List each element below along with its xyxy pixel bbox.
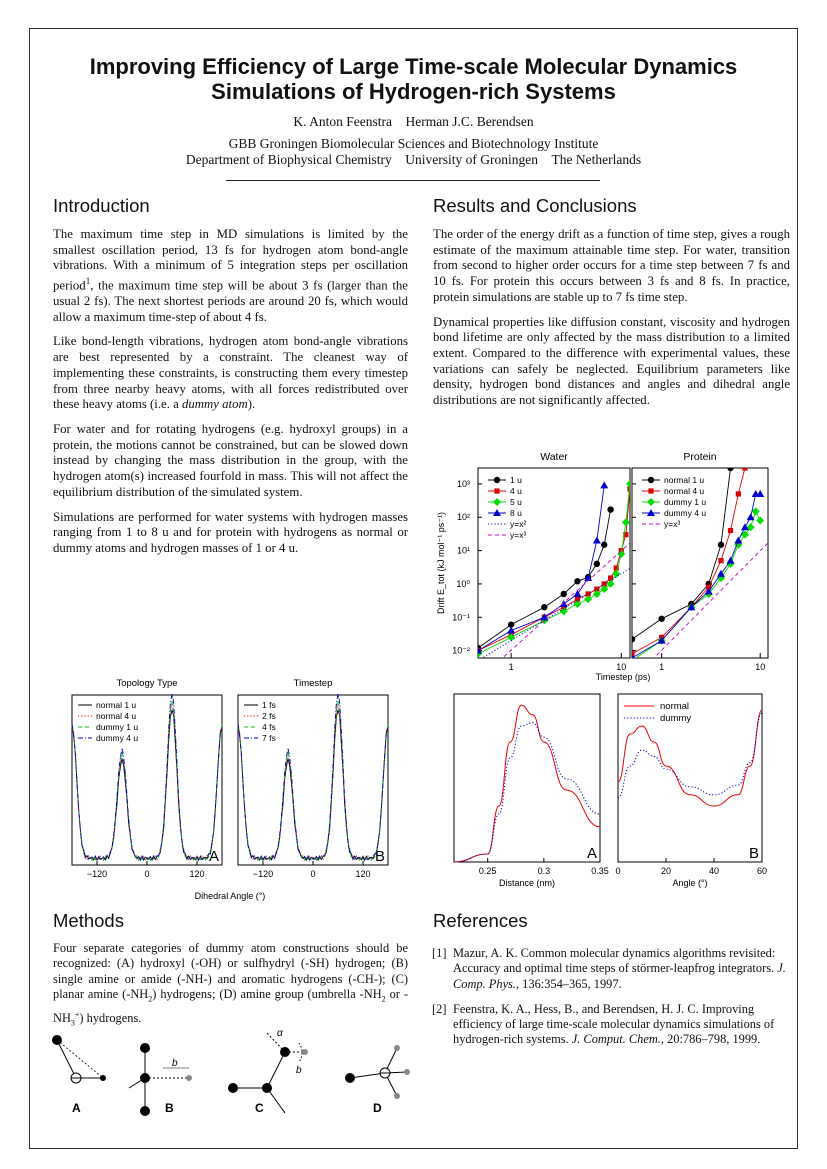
drift-panel-protein — [628, 451, 768, 680]
data-point — [648, 477, 654, 483]
intro-text — [53, 227, 408, 566]
references-heading: References — [433, 910, 528, 931]
results-text — [433, 227, 790, 418]
data-point — [493, 498, 501, 506]
x-tick-label: 40 — [708, 866, 720, 876]
x-tick-label: 0.25 — [478, 866, 497, 876]
diagram-label-d: D — [373, 1101, 382, 1115]
data-point — [742, 465, 747, 470]
dihedral-chart — [50, 673, 400, 905]
legend-label: normal 1 u — [96, 700, 137, 710]
data-point — [601, 542, 607, 548]
x-axis-label: Timestep (ps) — [595, 672, 651, 682]
reference-item: [1] Mazur, A. K. Common molecular dynamics algorithms revisited: Accuracy and optimal time steps of störmer-leapfrog integrators. J. Comp. Phys., 136:354–365, 1997. — [432, 946, 786, 991]
title-line-1: Improving Efficiency of Large Time-scale Molecular Dynamics — [89, 54, 738, 79]
y-tick-label: 10⁻² — [452, 645, 470, 656]
affiliation-univ: University of Groningen — [405, 152, 538, 167]
legend-label: y=x³ — [510, 530, 527, 540]
author-2: Herman J.C. Berendsen — [405, 114, 534, 129]
legend-label: dummy 1 u — [96, 722, 139, 732]
legend — [244, 700, 276, 743]
legend-label: normal 4 u — [96, 711, 137, 721]
legend-label: dummy 1 u — [664, 497, 707, 507]
plot-frame — [72, 695, 222, 865]
y-tick-label: 10¹ — [456, 545, 470, 556]
results-paragraph-2: Dynamical properties like diffusion constant, viscosity and hydrogen bond lifetime are only affected by the mass distribution to a limited extent. Compared to the difference with experimental values, these variations can safely be neglected. Equilibrium parameters like density, hydrogen bond distances and angles and dihedral angle distributions are not significantly affected. — [433, 314, 790, 408]
data-point — [594, 561, 600, 567]
references-list — [432, 946, 794, 1058]
intro-paragraph-1: The maximum time step in MD simulations is limited by the smallest oscillation period, 13 fs for hydrogen atom bond-angle vibrations. With a minimum of 5 integration steps per oscillation period$^1$, the maximum time step will be about 3 fs (larger than the usual 2 fs). The next shortest periods are around 20 fs, which would allow a maximum time-step of about 4 fs. — [53, 227, 408, 324]
affiliation-country: The Netherlands — [551, 152, 642, 167]
data-point — [648, 488, 653, 493]
y-axis-label: Drift E_tot (kJ mol⁻¹ ps⁻¹) — [436, 511, 446, 615]
diagram-c-distance-label: b — [296, 1065, 302, 1076]
affiliation-institute: GBB Groningen Biomolecular Sciences and Biotechnology Institute — [228, 136, 599, 151]
series-line — [632, 543, 768, 680]
legend-label: dummy 4 u — [664, 508, 707, 518]
data-point — [507, 627, 515, 634]
y-tick-label: 10³ — [456, 478, 470, 489]
diagram-d — [345, 1045, 410, 1115]
plot-frame — [478, 468, 630, 658]
series-line — [618, 713, 762, 798]
series-line — [632, 511, 760, 660]
x-tick-label: −120 — [86, 869, 108, 879]
series-line — [72, 710, 222, 860]
x-axis-label: Dihedral Angle (°) — [194, 891, 266, 901]
methods-paragraph: Four separate categories of dummy atom constructions should be recognized: (A) hydroxyl (-OH) or sulfhydryl (-SH) hydrogen; (B) single amine or amide (-NH-) and aromatic hydrogens (-CH-); (C) planar amine $(-NH_2)$ hydrogens; (D) amine group (umbrella $-NH_2$ or $-NH_3^+$) hydrogens. — [53, 941, 408, 1028]
legend-label: normal 1 u — [664, 475, 705, 485]
data-point — [736, 491, 741, 496]
series-line — [72, 696, 222, 860]
data-point — [718, 558, 723, 563]
y-tick-label: 10⁻¹ — [452, 612, 470, 623]
data-point — [607, 506, 613, 512]
x-tick-label: 0 — [615, 866, 621, 876]
legend-label: dummy 4 u — [96, 733, 139, 743]
series-line — [238, 696, 388, 860]
methods-text — [53, 941, 408, 1040]
x-tick-label: 20 — [660, 866, 672, 876]
chart-title: Protein — [683, 451, 717, 463]
drift-panel-water — [474, 451, 634, 680]
data-point — [741, 531, 749, 539]
legend-label: dummy — [660, 713, 692, 724]
legend — [488, 475, 526, 540]
panel-label: B — [374, 848, 385, 865]
data-point — [658, 616, 664, 622]
series-line — [238, 694, 388, 860]
author-1: K. Anton Feenstra — [293, 114, 392, 129]
diagram-c-angle-label: α — [277, 1028, 283, 1039]
diagram-label-a: A — [72, 1101, 81, 1115]
distribution-panel-a — [454, 694, 609, 888]
plot-frame — [454, 694, 600, 862]
panel-label: A — [208, 848, 219, 865]
diagram-c — [228, 1028, 308, 1115]
distribution-chart — [440, 690, 790, 895]
series-line — [72, 705, 222, 861]
intro-heading: Introduction — [53, 195, 150, 216]
data-point — [612, 570, 620, 578]
series-line — [238, 705, 388, 861]
x-tick-label: 0.35 — [591, 866, 609, 876]
data-point — [622, 518, 630, 526]
x-tick-label: 120 — [189, 869, 205, 879]
legend — [624, 701, 691, 724]
plot-frame — [238, 695, 388, 865]
series-group — [474, 480, 634, 680]
series-line — [618, 710, 762, 806]
data-point — [574, 578, 580, 584]
diagram-b-distance-label: b — [172, 1058, 178, 1069]
data-point — [494, 477, 500, 483]
data-point — [560, 600, 568, 607]
x-tick-label: 0.3 — [537, 866, 551, 876]
x-tick-label: 120 — [355, 869, 371, 879]
x-tick-label: 60 — [756, 866, 768, 876]
x-tick-label: 0 — [144, 869, 150, 879]
dihedral-panel-a — [72, 678, 222, 879]
series-line — [72, 694, 222, 860]
legend-label: 1 u — [510, 475, 522, 485]
legend-label: 4 u — [510, 486, 522, 496]
x-tick-label: −120 — [252, 869, 274, 879]
legend-label: 2 fs — [262, 711, 276, 721]
distribution-panel-b — [615, 694, 767, 888]
title-rule — [226, 180, 600, 181]
legend-label: 8 u — [510, 508, 522, 518]
drift-chart — [430, 446, 790, 686]
paper-title — [40, 54, 787, 104]
data-point — [541, 604, 547, 610]
data-point — [718, 542, 724, 548]
x-tick-label: 1 — [508, 662, 514, 672]
dummy-atom-diagrams — [45, 1028, 415, 1123]
affiliation — [40, 136, 787, 168]
data-point — [494, 488, 499, 493]
reference-item: [2] Feenstra, K. A., Hess, B., and Berendsen, H. J. C. Improving efficiency of large time-scale molecular dynamics simulations of hydrogen-rich systems. J. Comput. Chem., 20:786–798, 1999. — [432, 1001, 775, 1047]
intro-paragraph-2: Like bond-length vibrations, hydrogen atom bond-angle vibrations are best represented by a constraint. The cleanest way of implementing these constraints, is constructing them every timestep from three nearby heavy atoms, with all forces redistributed over these heavy atoms (i.e. a dummy atom). — [53, 334, 408, 412]
legend-label: y=x² — [510, 519, 527, 529]
legend-label: 5 u — [510, 497, 522, 507]
legend — [642, 475, 706, 529]
intro-paragraph-4: Simulations are performed for water systems with hydrogen masses ranging from 1 to 8 u and for protein with hydrogens as normal or dummy atoms and hydrogen masses of 1 or 4 u. — [53, 509, 408, 555]
legend-label: 1 fs — [262, 700, 276, 710]
results-heading: Results and Conclusions — [433, 195, 637, 216]
series-line — [454, 705, 600, 862]
affiliation-dept: Department of Biophysical Chemistry — [185, 152, 392, 167]
legend-label: y=x³ — [664, 519, 681, 529]
data-point — [560, 591, 566, 597]
diagram-label-b: B — [165, 1101, 174, 1115]
data-point — [584, 595, 592, 603]
authors — [40, 114, 787, 130]
y-tick-label: 10² — [456, 512, 470, 523]
x-tick-label: 10 — [616, 662, 627, 672]
series-line — [478, 569, 630, 661]
chart-title: Topology Type — [116, 678, 178, 689]
results-paragraph-1: The order of the energy drift as a function of time step, gives a rough estimate of the maximum attainable time step. For water, transition from second to higher order occurs for a time step between 7 fs and 10 fs. For protein this occurs between 3 fs and 8 fs. In practice, protein simulations are stable up to 7 fs time step. — [433, 227, 790, 304]
legend-label: normal — [660, 701, 690, 712]
legend-label: normal 4 u — [664, 486, 705, 496]
legend-label: 7 fs — [262, 733, 276, 743]
series-line — [238, 710, 388, 860]
x-tick-label: 10 — [755, 662, 766, 672]
data-point — [593, 537, 601, 544]
x-tick-label: 0 — [310, 869, 316, 879]
x-axis-label: Angle (°) — [672, 878, 708, 888]
chart-title: Water — [540, 451, 568, 463]
series-line — [632, 494, 760, 658]
series-line — [454, 723, 600, 862]
panel-label: B — [748, 845, 759, 862]
intro-paragraph-3: For water and for rotating hydrogens (e.g. hydroxyl groups) in a protein, the motions cannot be constrained, but can be slowed down instead by changing the mass distribution in the group, with the hydrogen atom(s) increased fourfold in mass. This will not affect the equilibrium distribution of the simulated system. — [53, 422, 408, 499]
data-point — [728, 528, 733, 533]
panel-label: A — [586, 845, 597, 862]
data-point — [727, 465, 733, 471]
diagram-a — [52, 1035, 106, 1115]
data-point — [747, 513, 755, 520]
data-point — [756, 516, 764, 524]
legend-label: 4 fs — [262, 722, 276, 732]
diagram-b — [129, 1043, 192, 1116]
title-line-2: Simulations of Hydrogen-rich Systems — [211, 79, 616, 104]
x-axis-label: Distance (nm) — [498, 878, 556, 888]
chart-title: Timestep — [293, 678, 333, 689]
x-tick-label: 1 — [659, 662, 665, 672]
methods-heading: Methods — [53, 910, 124, 931]
y-tick-label: 10⁰ — [456, 578, 470, 589]
series-line — [478, 543, 630, 680]
legend — [78, 700, 138, 743]
data-point — [647, 498, 655, 506]
dihedral-panel-b — [238, 678, 388, 879]
diagram-label-c: C — [255, 1101, 264, 1115]
data-point — [600, 481, 608, 488]
series-line — [478, 484, 630, 654]
